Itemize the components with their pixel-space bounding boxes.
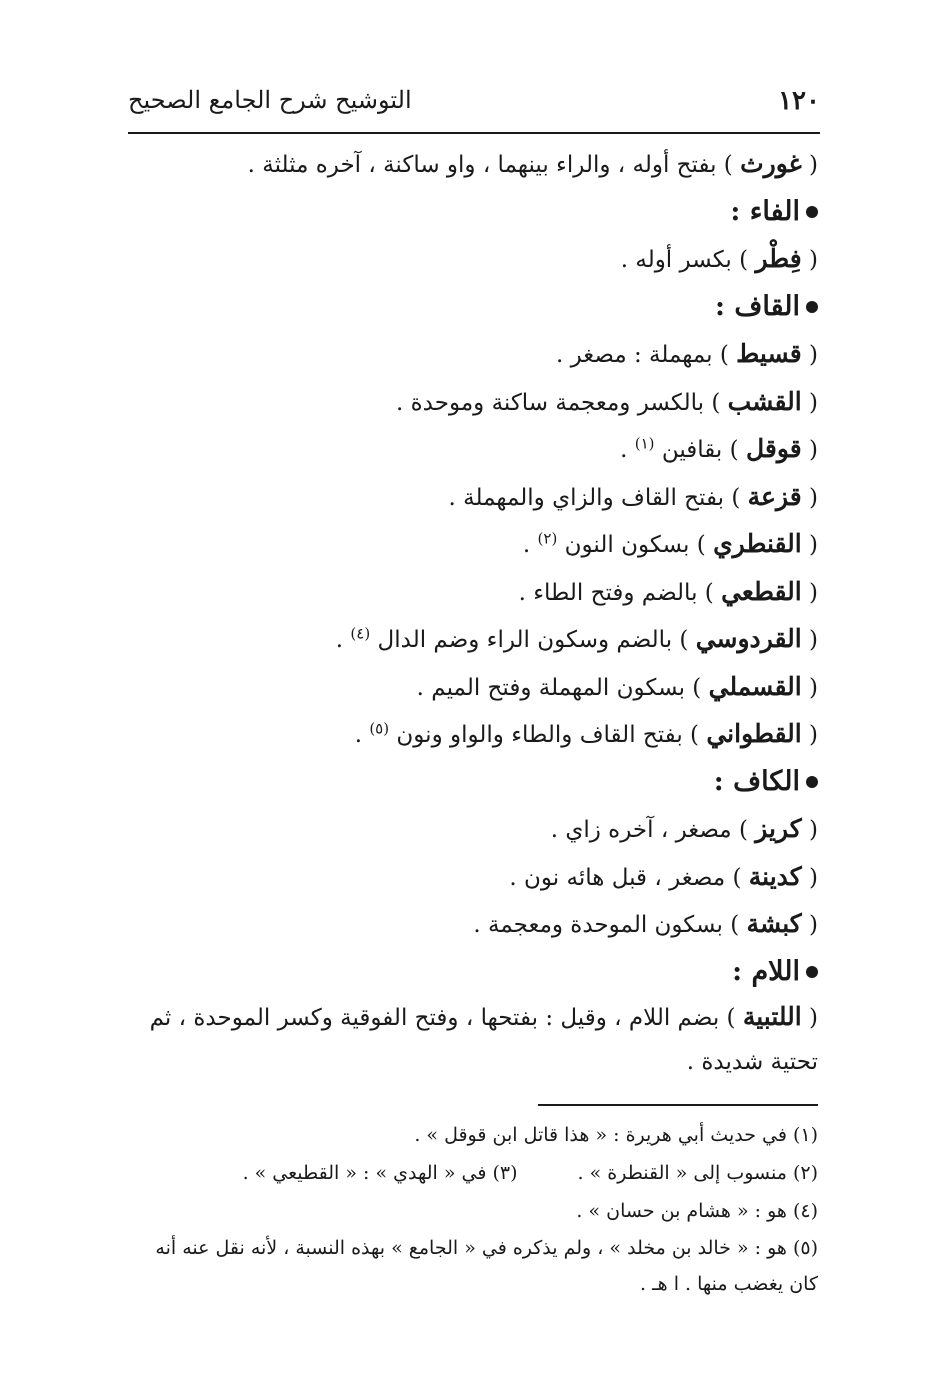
- section-heading: الكاف :: [128, 758, 818, 806]
- section-heading-label: اللام: [751, 955, 800, 987]
- bullet-icon: [806, 966, 818, 978]
- entry-text: بالضم وسكون الراء وضم الدال: [377, 627, 673, 653]
- entry-line: ( كدينة ) مصغر ، قبل هائه نون .: [509, 861, 818, 891]
- entry-line: ( غورث ) بفتح أوله ، والراء بينهما ، واو ساكنة ، آخره مثلثة .: [247, 149, 818, 178]
- footnote: (١) في حديث أبي هريرة : « هذا قاتل ابن قوقل » .: [414, 1124, 818, 1146]
- entry-text: بقافين: [661, 437, 723, 463]
- bullet-icon: [806, 206, 818, 218]
- footnote-rule: [538, 1104, 818, 1106]
- footnote-row: [128, 1154, 818, 1192]
- entry-line: ( القردوسي ) بالضم وسكون الراء وضم الدال $^{(٤)}$ .: [335, 624, 818, 653]
- header-rule: [128, 132, 820, 134]
- section-heading-label: القاف: [734, 290, 800, 322]
- bullet-icon: [806, 301, 818, 313]
- footnote-ref: (٤): [350, 624, 371, 643]
- entry-text: بسكون المهملة وفتح الميم .: [416, 674, 685, 701]
- section-heading: اللام :: [128, 948, 818, 996]
- running-title: التوشيح شرح الجامع الصحيح: [128, 86, 412, 114]
- footnote-ref: (٥): [369, 719, 390, 738]
- entry-term: قزعة: [747, 481, 802, 511]
- entry-term: كبشة: [746, 909, 802, 938]
- footnote: (٤) هو : « هشام بن حسان » .: [576, 1200, 818, 1222]
- entry-line: ( كبشة ) بسكون الموحدة ومعجمة .: [473, 909, 818, 938]
- entry-term: القطواني: [706, 719, 802, 748]
- entry-term: قسيط: [736, 339, 802, 368]
- section-heading: القاف :: [128, 283, 818, 331]
- entry-line: ( القطواني ) بفتح القاف والطاء والواو ونون $^{(٥)}$ .: [354, 719, 818, 748]
- entry-line: ( قزعة ) بفتح القاف والزاي والمهملة .: [448, 481, 818, 511]
- entry-text: بضم اللام ، وقيل : بفتحها ، وفتح الفوقية وكسر الموحدة ، ثم تحتية شديدة .: [149, 1005, 818, 1075]
- footnote-ref: (٢): [537, 529, 558, 548]
- footnote: (٣) في « الهدي » : « القطيعي » .: [242, 1162, 518, 1184]
- entry-text: بسكون الموحدة ومعجمة .: [473, 912, 723, 938]
- entry-term: كريز: [755, 814, 802, 843]
- entry-term: القردوسي: [695, 624, 802, 653]
- entry-text: بكسر أوله .: [620, 247, 732, 273]
- page-header: [128, 84, 820, 128]
- entry-term: فِطْر: [755, 244, 802, 273]
- entry-line: ( القسملي ) بسكون المهملة وفتح الميم .: [416, 671, 818, 701]
- entry-text: بفتح القاف والطاء والواو ونون: [396, 722, 683, 748]
- entry-term: القشب: [727, 386, 802, 416]
- entry-line: ( القنطري ) بسكون النون $^{(٢)}$ .: [522, 529, 818, 558]
- entry-line: ( اللتبية ) بضم اللام ، وقيل : بفتحها ، وفتح الفوقية وكسر الموحدة ، ثم تحتية شديدة .: [149, 1002, 818, 1075]
- entry-text: بالكسر ومعجمة ساكنة وموحدة .: [396, 389, 705, 416]
- entry-text: بالضم وفتح الطاء .: [518, 579, 698, 606]
- entry-text: مصغر ، قبل هائه نون .: [509, 864, 726, 891]
- entry-line: ( القطعي ) بالضم وفتح الطاء .: [518, 576, 818, 606]
- entry-text: بمهملة : مصغر .: [555, 342, 713, 368]
- entry-term: القطعي: [721, 576, 802, 606]
- footnote: (٥) هو : « خالد بن مخلد » ، ولم يذكره في « الجامع » بهذه النسبة ، لأنه نقل عنه أنه كان يغضب منها . ا هـ .: [155, 1237, 818, 1295]
- footnote: (٢) منسوب إلى « القنطرة » .: [577, 1162, 818, 1184]
- section-heading-label: الفاء: [749, 195, 800, 227]
- entry-term: كدينة: [748, 861, 802, 891]
- entry-term: اللتبية: [742, 1002, 802, 1031]
- entry-line: ( قوقل ) بقافين $^{(١)}$ .: [620, 434, 818, 463]
- entry-text: بفتح أوله ، والراء بينهما ، واو ساكنة ، آخره مثلثة .: [247, 152, 717, 178]
- entry-text: بفتح القاف والزاي والمهملة .: [448, 484, 725, 511]
- entry-text: مصغر ، آخره زاي .: [550, 817, 732, 843]
- entry-term: القنطري: [713, 529, 802, 558]
- section-heading-label: الكاف: [733, 765, 800, 797]
- entry-line: ( القشب ) بالكسر ومعجمة ساكنة وموحدة .: [396, 386, 818, 416]
- entry-term: غورث: [740, 149, 802, 178]
- entry-text: بسكون النون: [564, 532, 690, 558]
- bullet-icon: [806, 776, 818, 788]
- entry-line: ( قسيط ) بمهملة : مصغر .: [555, 339, 818, 368]
- main-text: [128, 140, 818, 1084]
- section-heading: الفاء :: [128, 188, 818, 236]
- page-number: ١٢٠: [778, 86, 820, 116]
- footnotes: [128, 1116, 818, 1302]
- footnote-ref: (١): [634, 434, 655, 453]
- entry-term: قوقل: [745, 434, 802, 463]
- entry-line: ( كريز ) مصغر ، آخره زاي .: [550, 814, 818, 843]
- entry-term: القسملي: [708, 671, 802, 701]
- entry-line: ( فِطْر ) بكسر أوله .: [620, 244, 818, 273]
